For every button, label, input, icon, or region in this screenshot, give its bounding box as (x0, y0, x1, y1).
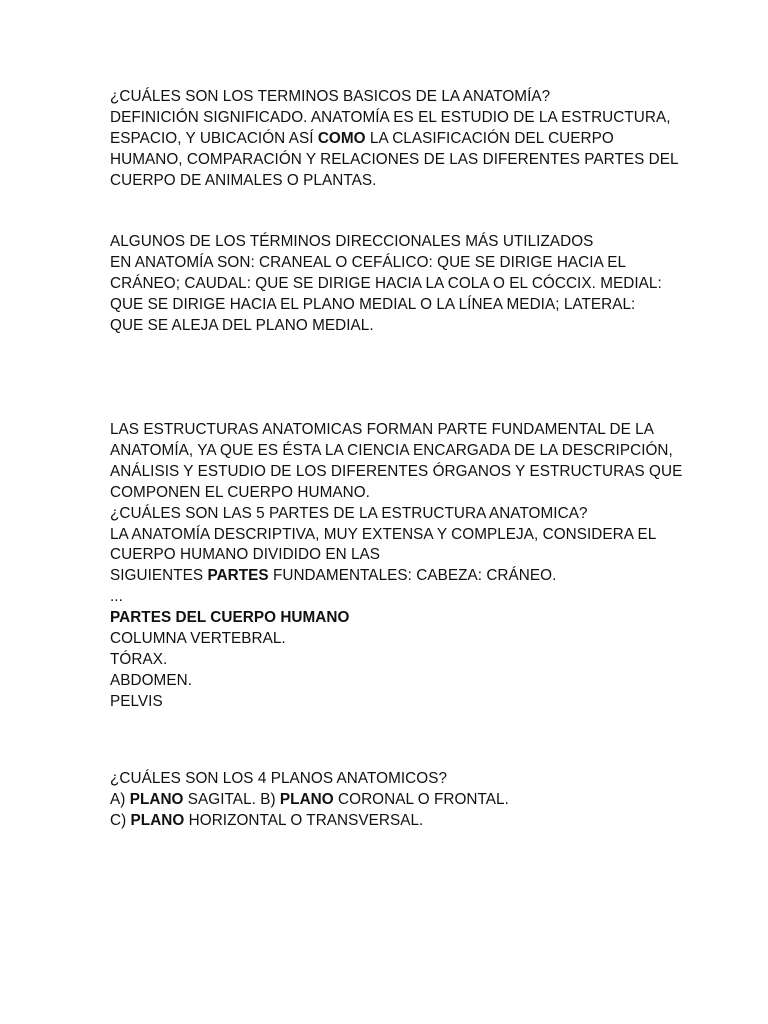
list-item: PELVIS (110, 692, 163, 710)
bold-word-plano: PLANO (279, 790, 334, 808)
list-item: ABDOMEN. (110, 671, 192, 689)
text-segment: HORIZONTAL O TRANSVERSAL. (184, 811, 424, 829)
text-segment: SIGUIENTES (110, 567, 208, 585)
list-item: COLUMNA VERTEBRAL. (110, 630, 286, 648)
text-line: DEFINICIÓN SIGNIFICADO. ANATOMÍA ES EL ESTUDIO DE LA ESTRUCTURA, (110, 108, 671, 126)
text-line (110, 790, 670, 811)
paragraph-anatomical-planes (110, 769, 670, 832)
bold-word-partes: PARTES (207, 567, 269, 585)
paragraph-directional-terms (110, 232, 670, 337)
text-line (110, 811, 670, 832)
text-segment: A) (110, 790, 130, 808)
ellipsis: ... (110, 588, 123, 606)
text-line (110, 129, 670, 150)
text-line: ANATOMÍA, YA QUE ES ÉSTA LA CIENCIA ENCARGADA DE LA DESCRIPCIÓN, (110, 441, 673, 459)
text-line: LA ANATOMÍA DESCRIPTIVA, MUY EXTENSA Y COMPLEJA, CONSIDERA EL (110, 525, 657, 543)
text-line: ALGUNOS DE LOS TÉRMINOS DIRECCIONALES MÁS UTILIZADOS (110, 233, 594, 250)
text-segment: FUNDAMENTALES: CABEZA: CRÁNEO. (268, 567, 557, 585)
text-line: CRÁNEO; CAUDAL: QUE SE DIRIGE HACIA LA COLA O EL CÓCCIX. MEDIAL: (110, 274, 662, 292)
bold-word-plano: PLANO (129, 790, 184, 808)
bold-word-plano: PLANO (130, 811, 185, 829)
text-line: COMPONEN EL CUERPO HUMANO. (110, 483, 370, 501)
text-line: EN ANATOMÍA SON: CRANEAL O CEFÁLICO: QUE SE DIRIGE HACIA EL (110, 253, 627, 271)
paragraph-basic-terms (110, 87, 679, 192)
text-segment: LA CLASIFICACIÓN DEL CUERPO (365, 129, 614, 147)
text-line: HUMANO, COMPARACIÓN Y RELACIONES DE LAS DIFERENTES PARTES DEL (110, 150, 679, 168)
question-planes: ¿CUÁLES SON LOS 4 PLANOS ANATOMICOS? (110, 770, 448, 787)
question-basic-terms: ¿CUÁLES SON LOS TERMINOS BASICOS DE LA ANATOMÍA? (110, 88, 551, 105)
text-line: QUE SE DIRIGE HACIA EL PLANO MEDIAL O LA LÍNEA MEDIA; LATERAL: (110, 295, 636, 313)
question-five-parts: ¿CUÁLES SON LAS 5 PARTES DE LA ESTRUCTURA ANATOMICA? (110, 504, 588, 522)
text-segment: SAGITAL. B) (183, 790, 280, 808)
text-segment: CORONAL O FRONTAL. (333, 790, 509, 808)
text-line: ANÁLISIS Y ESTUDIO DE LOS DIFERENTES ÓRGANOS Y ESTRUCTURAS QUE (110, 462, 683, 480)
list-item: TÓRAX. (110, 650, 168, 668)
text-segment: C) (110, 811, 131, 829)
text-line (110, 566, 670, 587)
text-line: QUE SE ALEJA DEL PLANO MEDIAL. (110, 316, 374, 334)
text-line: LAS ESTRUCTURAS ANATOMICAS FORMAN PARTE FUNDAMENTAL DE LA (110, 421, 654, 438)
text-segment: ESPACIO, Y UBICACIÓN ASÍ (110, 129, 318, 147)
paragraph-anatomical-structures (110, 420, 683, 713)
bold-word-como: COMO (317, 129, 366, 147)
text-line: CUERPO HUMANO DIVIDIDO EN LAS (110, 546, 381, 564)
text-line: CUERPO DE ANIMALES O PLANTAS. (110, 171, 377, 189)
heading-body-parts: PARTES DEL CUERPO HUMANO (110, 609, 350, 627)
